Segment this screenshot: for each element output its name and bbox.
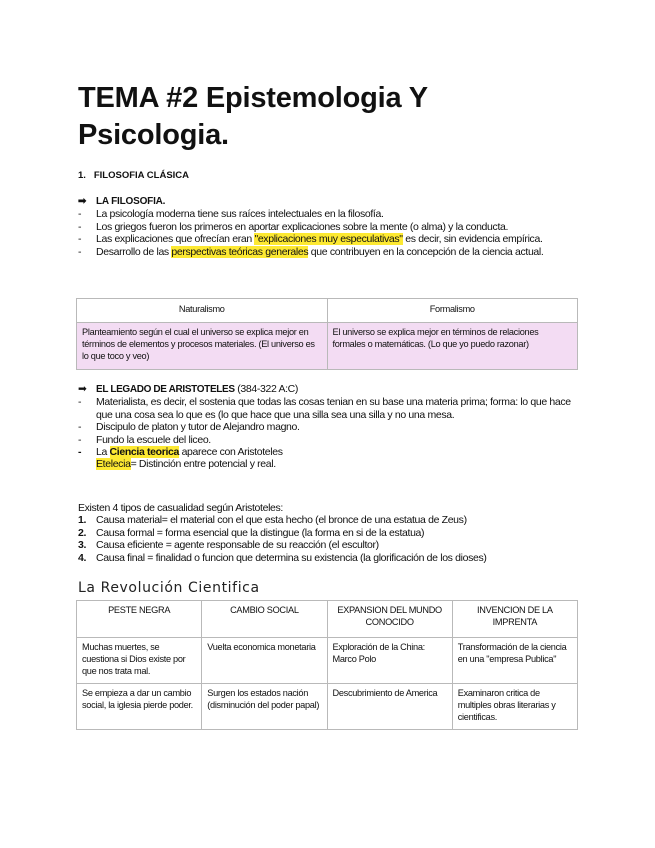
causas-intro: Existen 4 tipos de casualidad según Aristoteles:	[78, 502, 284, 514]
table-cell: Examinaron critica de multiples obras literarias y cientificas.	[452, 684, 577, 730]
highlighted-text: "explicaciones muy especulativas"	[254, 233, 403, 246]
list-item-text: Causa final = finalidad o funcion que determina su existencia (la glorificación de los dioses)	[96, 551, 487, 564]
table-header-row	[77, 299, 578, 323]
list-item-text: = Distinción entre potencial y real.	[130, 458, 276, 471]
table-header-cell: Formalismo	[327, 299, 578, 323]
list-item-text: Causa formal = forma esencial que la distingue (la forma en si de la estatua)	[96, 526, 425, 539]
list-number: 4.	[78, 551, 87, 564]
list-item	[78, 527, 588, 539]
list-item-text: La psicología moderna tiene sus raíces intelectuales en la filosofía.	[96, 208, 384, 221]
section-heading-filosofia-clasica	[78, 170, 189, 181]
highlighted-text: Ciencia teorica	[109, 446, 179, 459]
filosofia-heading-text: LA FILOSOFIA.	[96, 196, 166, 207]
filosofia-block	[78, 196, 578, 258]
list-item-text: Causa material= el material con el que esta hecho (el bronce de una estatua de Zeus)	[96, 514, 467, 527]
list-item-text: que contribuyen en la concepción de la ciencia actual.	[308, 245, 544, 258]
table-header-cell: EXPANSION DEL MUNDO CONOCIDO	[327, 601, 452, 638]
list-item: - La psicología moderna tiene sus raíces intelectuales en la filosofía.	[78, 208, 384, 221]
table-cell: Exploración de la China: Marco Polo	[327, 638, 452, 684]
revolucion-table	[76, 600, 578, 730]
section-number: 1.	[78, 170, 86, 181]
causas-block	[78, 502, 588, 564]
table-cell: Transformación de la ciencia en una "empresa Publica"	[452, 638, 577, 684]
table-header-row	[77, 601, 578, 638]
list-number: 1.	[78, 514, 87, 527]
table-header-cell: Naturalismo	[77, 299, 328, 323]
list-item	[78, 514, 588, 526]
arrow-right-icon: ➡	[78, 196, 87, 207]
table-row	[77, 684, 578, 730]
table-cell: Vuelta economica monetaria	[202, 638, 327, 684]
naturalismo-formalismo-table	[76, 298, 578, 370]
highlighted-text: perspectivas teóricas generales	[171, 245, 309, 258]
table-cell: Surgen los estados nación (disminución del poder papal)	[202, 684, 327, 730]
list-item: - Fundo la escuele del liceo.	[78, 433, 211, 446]
table-cell: Se empieza a dar un cambio social, la iglesia pierde poder.	[77, 684, 202, 730]
list-item	[78, 552, 588, 564]
list-item-text: Los griegos fueron los primeros en aportar explicaciones sobre la mente (o alma) y la conducta.	[96, 220, 509, 233]
table-row	[77, 323, 578, 370]
arrow-right-icon: ➡	[78, 383, 87, 395]
list-number: 2.	[78, 526, 87, 539]
table-row	[77, 638, 578, 684]
list-item: - La Ciencia teorica aparece con Aristoteles	[78, 446, 283, 459]
list-item-text: es decir, sin evidencia empírica.	[402, 233, 543, 246]
table-header-cell: PESTE NEGRA	[77, 601, 202, 638]
table-cell: Muchas muertes, se cuestiona si Dios existe por que nos trata mal.	[77, 638, 202, 684]
table-header-cell: CAMBIO SOCIAL	[202, 601, 327, 638]
list-item-text: Causa eficiente = agente responsable de su reacción (el escultor)	[96, 539, 379, 552]
list-item-text: aparece con Aristoteles	[179, 446, 283, 459]
filosofia-heading	[78, 196, 578, 208]
revolucion-title: La Revolución Cientifica	[78, 580, 260, 596]
highlighted-text: Etelecia	[96, 458, 131, 471]
section-title: FILOSOFIA CLÁSICA	[93, 170, 190, 181]
aristoteles-dates: (384-322 A:C)	[234, 383, 299, 395]
list-item	[78, 458, 578, 470]
list-item: - Desarrollo de las perspectivas teóricas generales que contribuyen en la concepción de la ciencia actual.	[78, 245, 544, 258]
aristoteles-heading-text: EL LEGADO DE ARISTOTELES	[96, 384, 235, 395]
list-item-text: Desarrollo de las	[96, 245, 172, 258]
list-item: - Los griegos fueron los primeros en aportar explicaciones sobre la mente (o alma) y la conducta.	[78, 220, 509, 233]
list-item: - Las explicaciones que ofrecían eran "explicaciones muy especulativas" es decir, sin evidencia empírica.	[78, 233, 543, 246]
page-title: TEMA #2 Epistemologia Y Psicologia.	[78, 82, 428, 151]
aristoteles-heading	[78, 383, 578, 396]
list-item-text: La	[96, 446, 110, 459]
list-item-text: Discipulo de platon y tutor de Alejandro magno.	[96, 421, 300, 434]
table-cell: Descubrimiento de America	[327, 684, 452, 730]
list-item-text: Las explicaciones que ofrecían eran	[96, 233, 255, 246]
list-item-text: Materialista, es decir, el sostenia que todas las cosas tenian en su base una materia prima; forma: lo que hace que una cosa sea lo que es (lo que hace que una silla sea una silla y no una mesa.	[96, 396, 571, 421]
list-number: 3.	[78, 539, 87, 552]
list-item	[78, 539, 588, 551]
table-cell: El universo se explica mejor en términos de relaciones formales o matemáticas. (Lo que yo puedo razonar)	[327, 323, 578, 370]
aristoteles-block	[78, 383, 578, 471]
table-cell: Planteamiento según el cual el universo se explica mejor en términos de elementos y procesos materiales. (El universo es lo que toco y veo)	[77, 323, 328, 370]
list-item-text: Fundo la escuele del liceo.	[96, 433, 211, 446]
list-item: - Discipulo de platon y tutor de Alejandro magno.	[78, 421, 300, 434]
table-header-cell: INVENCION DE LA IMPRENTA	[452, 601, 577, 638]
list-item: - Materialista, es decir, el sostenia que todas las cosas tenian en su base una materia prima; forma: lo que hace que una cosa sea lo que es (lo que hace que una silla sea una silla y no una mesa.	[78, 396, 571, 421]
